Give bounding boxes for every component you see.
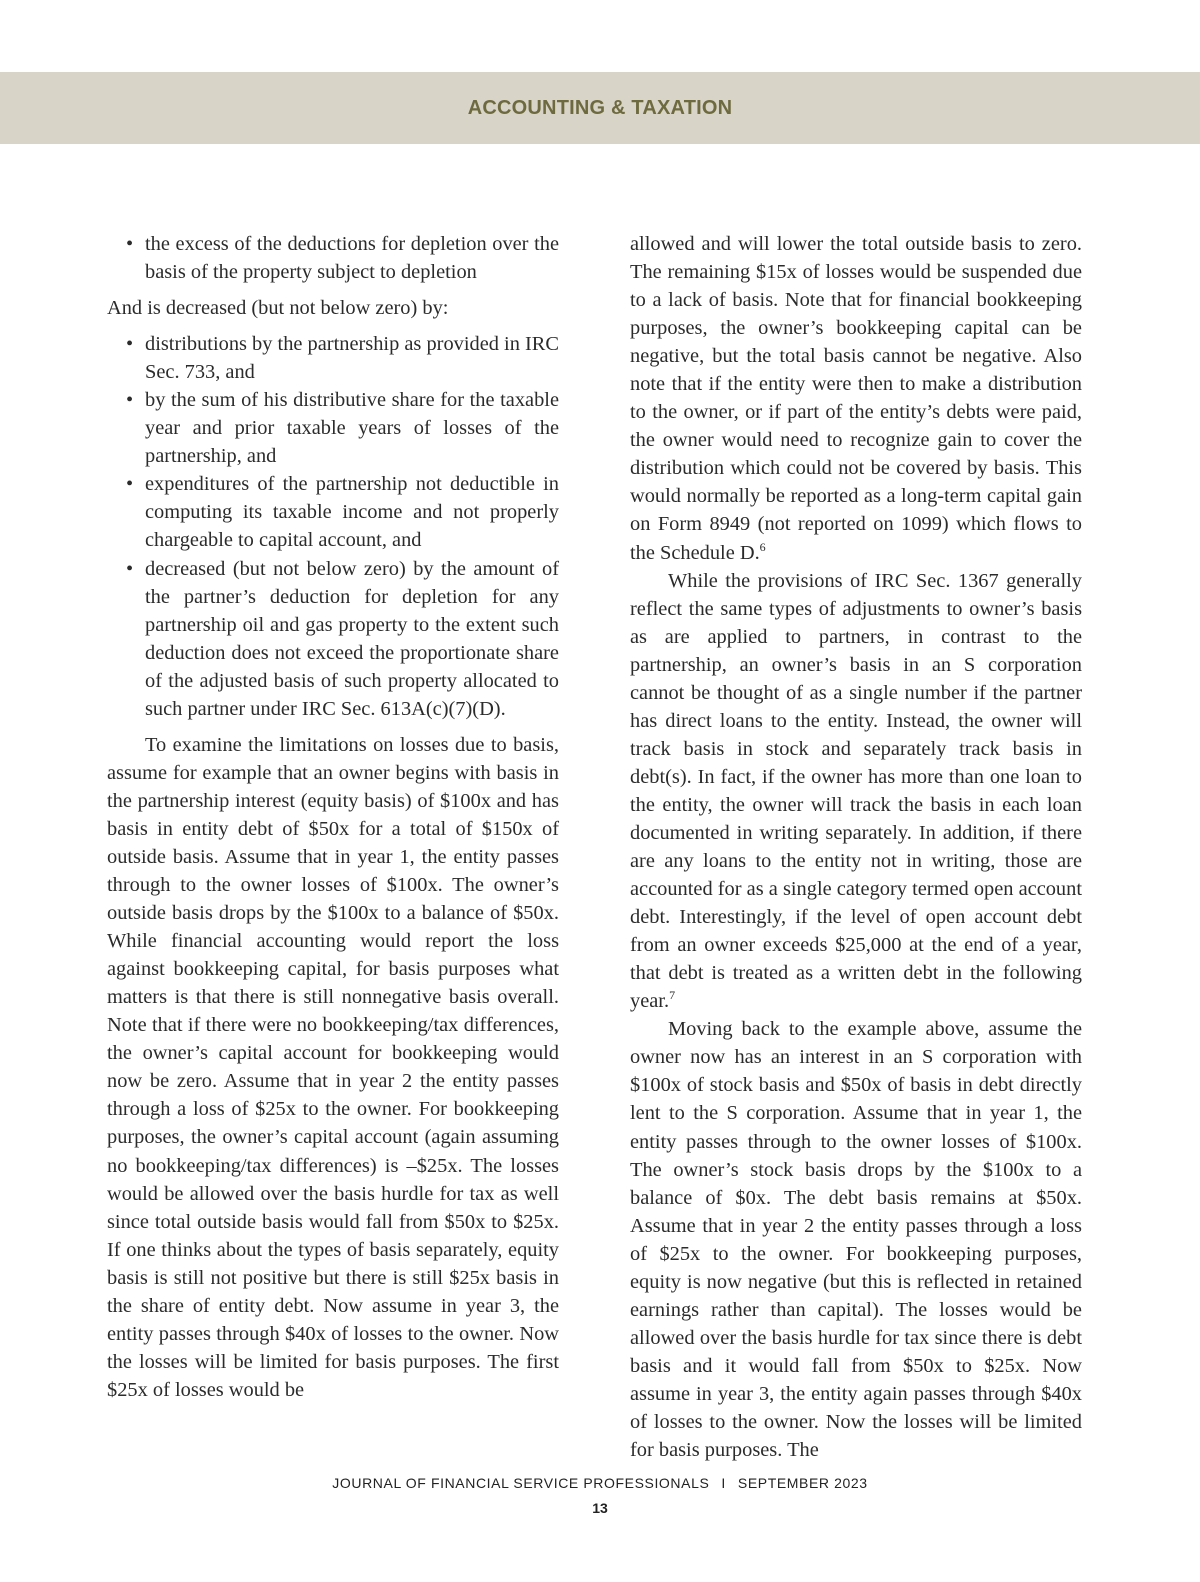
increase-bullet-list xyxy=(107,230,559,286)
decrease-bullet-list xyxy=(107,330,559,723)
footnote-marker: 6 xyxy=(759,539,766,554)
paragraph-text: While the provisions of IRC Sec. 1367 generally reflect the same types of adjustments to owner’s basis as are applied to partners, in contrast to the partnership, an owner’s basis in an S corporation cannot be thought of as a single number if the partner has direct loans to the entity. Instead, the owner will track basis in stock and separately track basis in debt(s). In fact, if the owner has more than one loan to the entity, the owner will track the basis in each loan documented in writing separately. In addition, if there are any loans to the entity not in writing, those are accounted for as a single category termed open account debt. Interestingly, if the level of open account debt from an owner exceeds $25,000 at the end of a year, that debt is treated as a written debt in the following year. xyxy=(630,569,1082,1013)
footnote-marker: 7 xyxy=(669,988,676,1003)
body-paragraph xyxy=(630,567,1082,1016)
body-paragraph: Moving back to the example above, assume the owner now has an interest in an S corporation with $100x of stock basis and $50x of basis in debt directly lent to the S corporation. Assume that in year 1, the entity passes through to the owner losses of $100x. The owner’s stock basis drops by the $100x to a balance of $0x. The debt basis remains at $50x. Assume that in year 2 the entity passes through a loss of $25x to the owner. For bookkeeping purposes, equity is now negative (but this is reflected in retained earnings rather than capital). The losses would be allowed over the basis hurdle for tax since there is debt basis and it would fall from $50x to $25x. Now assume in year 3, the entity again passes through $40x of losses to the owner. Now the losses will be limited for basis purposes. The xyxy=(630,1018,1082,1462)
body-paragraph: To examine the limitations on losses due to basis, assume for example that an owner begins with basis in the partnership interest (equity basis) of $100x and has basis in entity debt of $50x for a total of $150x of outside basis. Assume that in year 1, the entity passes through to the owner losses of $100x. The owner’s outside basis drops by the $100x to a balance of $50x. While financial accounting would report the loss against bookkeeping capital, for basis purposes what matters is that there is still nonnegative basis overall. Note that if there were no bookkeeping/tax differences, the owner’s capital account for bookkeeping would now be zero. Assume that in year 2 the entity passes through a loss of $25x to the owner. For bookkeeping purposes, the owner’s capital account (again assuming no bookkeeping/tax differences) is –$25x. The losses would be allowed over the basis hurdle for tax as well since total outside basis would fall from $50x to $25x. If one thinks about the types of basis separately, equity basis is still not positive but there is still $25x basis in the share of entity debt. Now assume in year 3, the entity passes through $40x of losses to the owner. Now the losses will be limited for basis purposes. The first $25x of losses would be xyxy=(107,733,559,1401)
journal-name: JOURNAL OF FINANCIAL SERVICE PROFESSIONALS xyxy=(332,1475,710,1491)
issue-date: SEPTEMBER 2023 xyxy=(737,1475,868,1491)
decrease-intro: And is decreased (but not below zero) by: xyxy=(107,297,449,320)
body-paragraph xyxy=(630,230,1082,567)
section-title: ACCOUNTING & TAXATION xyxy=(467,96,733,119)
right-column xyxy=(630,230,1082,1464)
paragraph-text: allowed and will lower the total outside basis to zero. The remaining $15x of losses would be suspended due to a lack of basis. Note that for financial bookkeeping purposes, the owner’s bookkeeping capital can be negative, but the total basis cannot be negative. Also note that if the entity were then to make a distribution to the owner, or if part of the entity’s debts were paid, the owner would need to recognize gain to cover the distribution which could not be covered by basis. This would normally be reported as a long-term capital gain on Form 8949 (not reported on 1099) which flows to the Schedule D. xyxy=(630,233,1082,564)
journal-footer xyxy=(0,1475,1200,1491)
list-item: • distributions by the partnership as provided in IRC Sec. 733, and xyxy=(107,330,559,386)
list-item: • expenditures of the partnership not deductible in computing its taxable income and not properly chargeable to capital account, and xyxy=(107,470,559,554)
list-item: • by the sum of his distributive share for the taxable year and prior taxable years of losses of the partnership, and xyxy=(107,386,559,470)
left-column xyxy=(107,230,559,1404)
section-header-band xyxy=(0,72,1200,144)
list-item: • the excess of the deductions for depletion over the basis of the property subject to depletion xyxy=(107,230,559,286)
list-item: • decreased (but not below zero) by the amount of the partner’s deduction for depletion for any partnership oil and gas property to the extent such deduction does not exceed the proportionate share of the adjusted basis of such property allocated to such partner under IRC Sec. 613A(c)(7)(D). xyxy=(107,555,559,723)
footer-separator: I xyxy=(721,1475,726,1491)
page-number: 13 xyxy=(592,1500,608,1516)
